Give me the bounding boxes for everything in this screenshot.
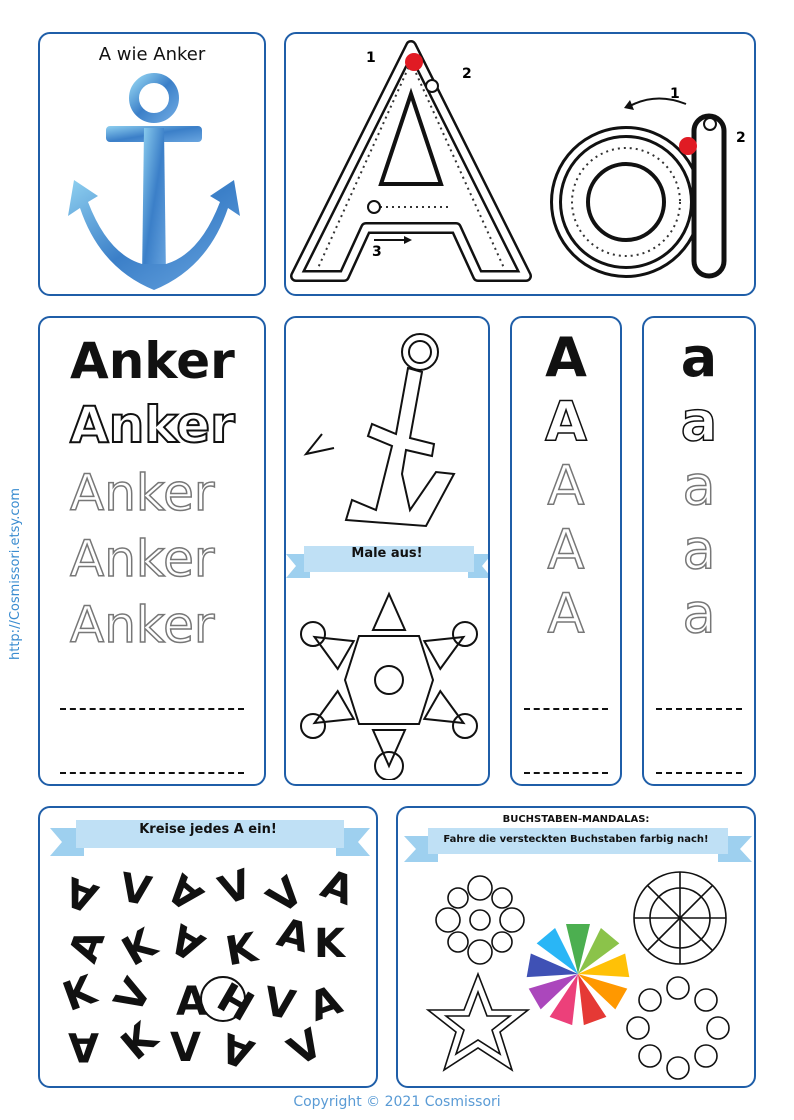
upper-line-1 <box>524 708 608 710</box>
scramble-letter: A <box>215 1023 260 1077</box>
lower-dotted-3: a <box>682 582 716 645</box>
mandala-outline-icon <box>286 580 490 780</box>
scramble-letter: A <box>176 979 207 1025</box>
letter-tracing-card <box>284 32 756 296</box>
lower-bold: a <box>680 326 718 389</box>
lower-dotted-2: a <box>682 518 716 581</box>
scramble-letter: V <box>260 978 299 1030</box>
scramble-letter: V <box>105 971 162 1021</box>
lower-outline: a <box>680 390 718 453</box>
mandala-heading-1: BUCHSTABEN-MANDALAS: <box>502 814 650 825</box>
ribbon-banner <box>398 822 756 868</box>
circle-game-card <box>38 806 378 1088</box>
mandala-heading-2: Fahre die versteckten Buchstaben farbig nach! <box>443 834 709 845</box>
scramble-letter: V <box>280 1020 331 1076</box>
word-outline: Anker <box>70 396 235 454</box>
letter-tracing-graphic <box>286 34 756 296</box>
scramble-letter: A <box>158 864 213 920</box>
scramble-letter: V <box>258 868 313 924</box>
upper-dotted-1: A <box>547 454 585 517</box>
scramble-letter: A <box>162 914 213 970</box>
word-dotted-2: Anker <box>70 530 215 588</box>
anchor-outline-icon <box>286 324 490 534</box>
upper-line-2 <box>524 772 608 774</box>
scramble-letter: V <box>170 1025 201 1071</box>
uppercase-column-card <box>510 316 622 786</box>
lower-line-1 <box>656 708 742 710</box>
upper-dotted-3: A <box>547 582 585 645</box>
stroke-number-a-1: 1 <box>670 86 680 102</box>
coloring-card <box>284 316 490 786</box>
word-dotted-3: Anker <box>70 596 215 654</box>
lowercase-column-card <box>642 316 756 786</box>
scramble-letter: A <box>315 861 360 915</box>
scramble-letter: A <box>68 1023 99 1069</box>
scramble-letter: A <box>303 977 348 1031</box>
stroke-number-2: 2 <box>462 66 472 82</box>
lower-line-2 <box>656 772 742 774</box>
word-practice-card <box>38 316 266 786</box>
stroke-number-3: 3 <box>372 244 382 260</box>
scramble-letter: K <box>112 1014 167 1070</box>
mandala-collection-icon <box>398 866 756 1086</box>
upper-bold: A <box>545 326 587 389</box>
scramble-letter: K <box>114 920 165 976</box>
scramble-letter: A <box>59 867 104 921</box>
footer-copyright: Copyright © 2021 Cosmissori <box>293 1094 501 1110</box>
mandala-card <box>396 806 756 1088</box>
scramble-letter: V <box>116 864 155 916</box>
scramble-letter: A <box>272 909 315 963</box>
stroke-number-1: 1 <box>366 50 376 66</box>
writing-line-2 <box>60 772 244 774</box>
scramble-letter: V <box>213 861 258 915</box>
example-circle <box>200 976 246 1022</box>
side-url: http://Cosmissori.etsy.com <box>8 487 23 660</box>
upper-outline: A <box>545 390 587 453</box>
coloring-ribbon-text: Male aus! <box>351 546 423 561</box>
anchor-icon <box>40 68 266 296</box>
scramble-letter: H <box>210 971 263 1029</box>
scramble-letter: K <box>222 924 261 976</box>
lower-dotted-1: a <box>682 454 716 517</box>
stroke-number-a-2: 2 <box>736 130 746 146</box>
scramble-letter: K <box>314 921 345 967</box>
word-bold: Anker <box>70 332 235 390</box>
scramble-letter: K <box>57 967 102 1021</box>
letter-scramble <box>40 861 378 1086</box>
scramble-letter: A <box>60 923 115 969</box>
writing-line-1 <box>60 708 244 710</box>
ribbon-banner <box>40 812 378 862</box>
upper-dotted-2: A <box>547 518 585 581</box>
anchor-card <box>38 32 266 296</box>
circle-game-ribbon-text: Kreise jedes A ein! <box>139 822 277 837</box>
word-dotted-1: Anker <box>70 464 215 522</box>
anchor-card-title: A wie Anker <box>98 44 206 65</box>
